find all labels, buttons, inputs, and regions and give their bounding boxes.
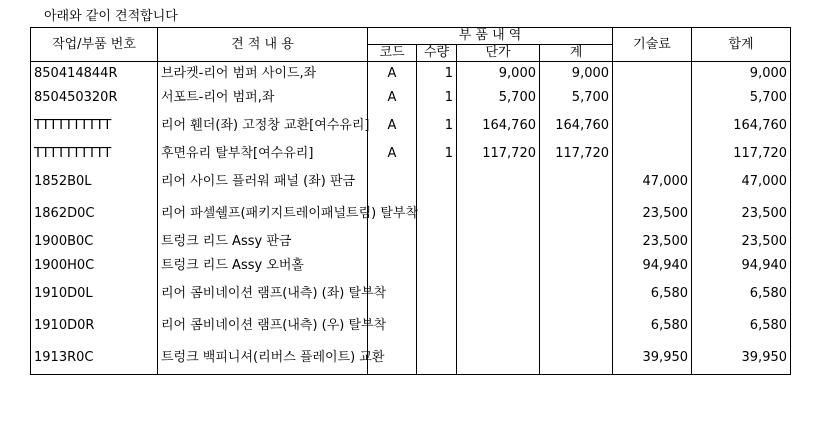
table-row [31, 86, 791, 110]
table-row [31, 230, 791, 254]
cell-amount [540, 342, 613, 375]
header-parts-group: 부 품 내 역 [368, 28, 613, 45]
cell-code [368, 254, 417, 278]
header-total: 합계 [692, 28, 791, 62]
cell-total: 164,760 [692, 110, 791, 142]
header-part-no: 작업/부품 번호 [31, 28, 158, 62]
cell-description: 서포트-리어 범퍼,좌 [158, 86, 368, 110]
header-qty: 수량 [417, 45, 457, 62]
cell-description: 트렁크 리드 Assy 판금 [158, 230, 368, 254]
cell-description: 리어 콤비네이션 램프(내측) (좌) 탈부착 [158, 278, 368, 310]
cell-labor [613, 86, 692, 110]
cell-code: A [368, 110, 417, 142]
cell-qty [417, 278, 457, 310]
cell-part-no: 1910D0R [31, 310, 158, 342]
cell-total: 94,940 [692, 254, 791, 278]
cell-amount [540, 310, 613, 342]
cell-unit-price [457, 278, 540, 310]
cell-labor: 94,940 [613, 254, 692, 278]
cell-code [368, 166, 417, 198]
cell-unit-price [457, 310, 540, 342]
cell-part-no: 850414844R [31, 62, 158, 87]
cell-amount [540, 198, 613, 230]
cell-description: 브라켓-리어 범퍼 사이드,좌 [158, 62, 368, 87]
cell-unit-price: 9,000 [457, 62, 540, 87]
cell-unit-price: 5,700 [457, 86, 540, 110]
cell-labor: 23,500 [613, 230, 692, 254]
header-unit-price: 단가 [457, 45, 540, 62]
cell-part-no: 1910D0L [31, 278, 158, 310]
header-labor: 기술료 [613, 28, 692, 62]
cell-total: 6,580 [692, 310, 791, 342]
cell-labor [613, 62, 692, 87]
cell-qty [417, 198, 457, 230]
cell-unit-price [457, 198, 540, 230]
cell-qty [417, 166, 457, 198]
table-row [31, 254, 791, 278]
cell-description: 리어 휀더(좌) 고정창 교환[여수유리] [158, 110, 368, 142]
cell-total: 9,000 [692, 62, 791, 87]
cell-qty [417, 230, 457, 254]
cell-labor: 39,950 [613, 342, 692, 375]
cell-part-no: TTTTTTTTTT [31, 110, 158, 142]
cell-qty [417, 254, 457, 278]
cell-description: 후면유리 탈부착[여수유리] [158, 142, 368, 166]
cell-unit-price [457, 230, 540, 254]
cell-code: A [368, 86, 417, 110]
cell-part-no: 1900H0C [31, 254, 158, 278]
cell-unit-price [457, 166, 540, 198]
table-row [31, 110, 791, 142]
table-row [31, 198, 791, 230]
table-row [31, 310, 791, 342]
intro-text: 아래와 같이 견적합니다 [44, 9, 178, 24]
cell-qty: 1 [417, 110, 457, 142]
cell-labor: 6,580 [613, 310, 692, 342]
cell-qty [417, 342, 457, 375]
cell-part-no: 1862D0C [31, 198, 158, 230]
cell-description: 트렁크 백피니셔(리버스 플레이트) 교환 [158, 342, 368, 375]
cell-labor: 47,000 [613, 166, 692, 198]
cell-total: 23,500 [692, 230, 791, 254]
cell-total: 6,580 [692, 278, 791, 310]
cell-unit-price [457, 254, 540, 278]
cell-qty: 1 [417, 62, 457, 87]
table-row [31, 278, 791, 310]
cell-description: 리어 콤비네이션 램프(내측) (우) 탈부착 [158, 310, 368, 342]
cell-labor [613, 142, 692, 166]
cell-qty [417, 310, 457, 342]
table-row [31, 166, 791, 198]
table-row [31, 62, 791, 87]
cell-description: 트렁크 리드 Assy 오버홀 [158, 254, 368, 278]
table-row [31, 342, 791, 375]
cell-amount [540, 230, 613, 254]
table-row [31, 142, 791, 166]
cell-code: A [368, 142, 417, 166]
estimate-table [30, 27, 791, 375]
cell-part-no: 1913R0C [31, 342, 158, 375]
cell-part-no: 850450320R [31, 86, 158, 110]
cell-code [368, 230, 417, 254]
cell-unit-price [457, 342, 540, 375]
cell-description: 리어 파셀쉘프(패키지트레이패널트림) 탈부착 [158, 198, 368, 230]
cell-unit-price: 164,760 [457, 110, 540, 142]
cell-part-no: 1900B0C [31, 230, 158, 254]
cell-qty: 1 [417, 142, 457, 166]
cell-labor: 6,580 [613, 278, 692, 310]
cell-amount [540, 254, 613, 278]
cell-part-no: TTTTTTTTTT [31, 142, 158, 166]
cell-description: 리어 사이드 플러워 패널 (좌) 판금 [158, 166, 368, 198]
cell-total: 23,500 [692, 198, 791, 230]
header-amount: 계 [540, 45, 613, 62]
cell-total: 39,950 [692, 342, 791, 375]
cell-total: 117,720 [692, 142, 791, 166]
cell-labor [613, 110, 692, 142]
cell-total: 47,000 [692, 166, 791, 198]
cell-amount: 9,000 [540, 62, 613, 87]
cell-amount: 164,760 [540, 110, 613, 142]
cell-unit-price: 117,720 [457, 142, 540, 166]
cell-code: A [368, 62, 417, 87]
header-description: 견 적 내 용 [158, 28, 368, 62]
cell-amount: 117,720 [540, 142, 613, 166]
header-code: 코드 [368, 45, 417, 62]
cell-labor: 23,500 [613, 198, 692, 230]
cell-amount [540, 278, 613, 310]
cell-amount [540, 166, 613, 198]
cell-part-no: 1852B0L [31, 166, 158, 198]
cell-amount: 5,700 [540, 86, 613, 110]
cell-qty: 1 [417, 86, 457, 110]
cell-total: 5,700 [692, 86, 791, 110]
